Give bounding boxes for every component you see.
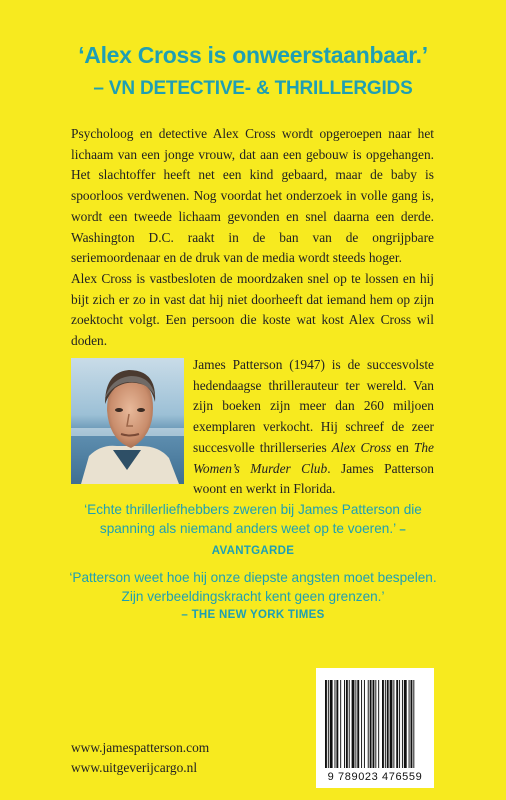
barcode-bar (349, 680, 350, 768)
review-text: ‘Echte thrillerliefhebbers zweren bij James Patterson die spanning als niemand anders weet op te voeren.’ (84, 502, 422, 536)
barcode-bars (316, 668, 434, 772)
url-uitgeverijcargo: www.uitgeverijcargo.nl (71, 760, 198, 775)
review-text: ‘Patterson weet hoe hij onze diepste angsten moet bespelen. Zijn verbeeldingskracht kent geen grenzen.’ (69, 570, 437, 604)
barcode-bar (378, 680, 379, 768)
barcode-bar (330, 680, 333, 768)
barcode-bar (396, 680, 398, 768)
review-avantgarde (60, 500, 446, 561)
author-bio-text: James Patterson (1947) is de succesvolste hedendaagse thrillerauteur ter wereld. Van zijn boeken zijn meer dan 260 miljoen exemplaren verkocht. Hij schreef de zeer succesvolle thrillerseries (193, 357, 434, 455)
barcode-bar (393, 680, 394, 768)
blurb-paragraph-1: Psycholoog en detective Alex Cross wordt opgeroepen naar het lichaam van een jonge vrouw, dat aan een gebouw is opgehangen. Het slachtoffer heeft net een kind gebaard, maar de baby is spoorloos verdwenen. Nog voordat het onderzoek in volle gang is, wordt een tweede lichaam gevonden en snel daarna een derde. Washington D.C. raakt in de ban van de ongrijpbare seriemoordenaar en de druk van de media wordt steeds hoger. (71, 126, 434, 266)
author-portrait-image (71, 358, 184, 484)
review-source: – THE NEW YORK TIMES (181, 609, 325, 621)
barcode-bar (375, 680, 376, 768)
barcode-bar (340, 680, 341, 768)
barcode-bar (390, 680, 393, 768)
barcode-bar (355, 680, 356, 768)
barcode-bar (409, 680, 410, 768)
author-bio-connector: en (391, 439, 414, 455)
blurb-paragraph-2: Alex Cross is vastbesloten de moordzaken snel op te lossen en hij bijt zich er zo in vast dat hij niet doorheeft dat iemand hem op zijn zoektocht volgt. Een persoon die koste wat kost Alex Cross wil doden. (71, 270, 434, 349)
header-quote-source: – VN DETECTIVE- & THRILLERGIDS (93, 78, 413, 99)
review-new-york-times (60, 568, 446, 625)
url-jamespatterson: www.jamespatterson.com (71, 740, 210, 755)
series-title-womens-murder-club: The Women’s Murder Club (193, 439, 434, 476)
barcode-bar (364, 680, 365, 768)
author-bio-text-end: . James Patterson woont en werkt in Florida. (193, 460, 434, 497)
barcode-bar (328, 680, 329, 768)
barcode-bar (335, 680, 336, 768)
barcode-bar (404, 680, 407, 768)
barcode-bar (373, 680, 375, 768)
barcode-bar (361, 680, 362, 768)
barcode-bar (357, 680, 359, 768)
isbn-barcode (316, 668, 434, 788)
barcode-number: 9 789023 476559 (327, 771, 423, 783)
publisher-urls (71, 738, 209, 778)
barcode-bar (325, 680, 327, 768)
barcode-bar (411, 680, 413, 768)
barcode-bar (399, 680, 400, 768)
barcode-bar (352, 680, 355, 768)
barcode-bar (385, 680, 386, 768)
barcode-bar (346, 680, 348, 768)
barcode-bar (370, 680, 372, 768)
book-blurb (71, 124, 434, 352)
barcode-bar (336, 680, 338, 768)
author-bio (193, 355, 434, 500)
barcode-bar (413, 680, 414, 768)
barcode-bar (387, 680, 389, 768)
series-title-alex-cross: Alex Cross (331, 439, 392, 455)
barcode-bar (402, 680, 403, 768)
author-photo (71, 358, 184, 484)
review-source: – AVANTGARDE (211, 524, 407, 557)
barcode-bar (368, 680, 369, 768)
barcode-bar (344, 680, 345, 768)
header-quote: ‘Alex Cross is onweerstaanbaar.’ (78, 42, 428, 68)
barcode-bar (382, 680, 384, 768)
